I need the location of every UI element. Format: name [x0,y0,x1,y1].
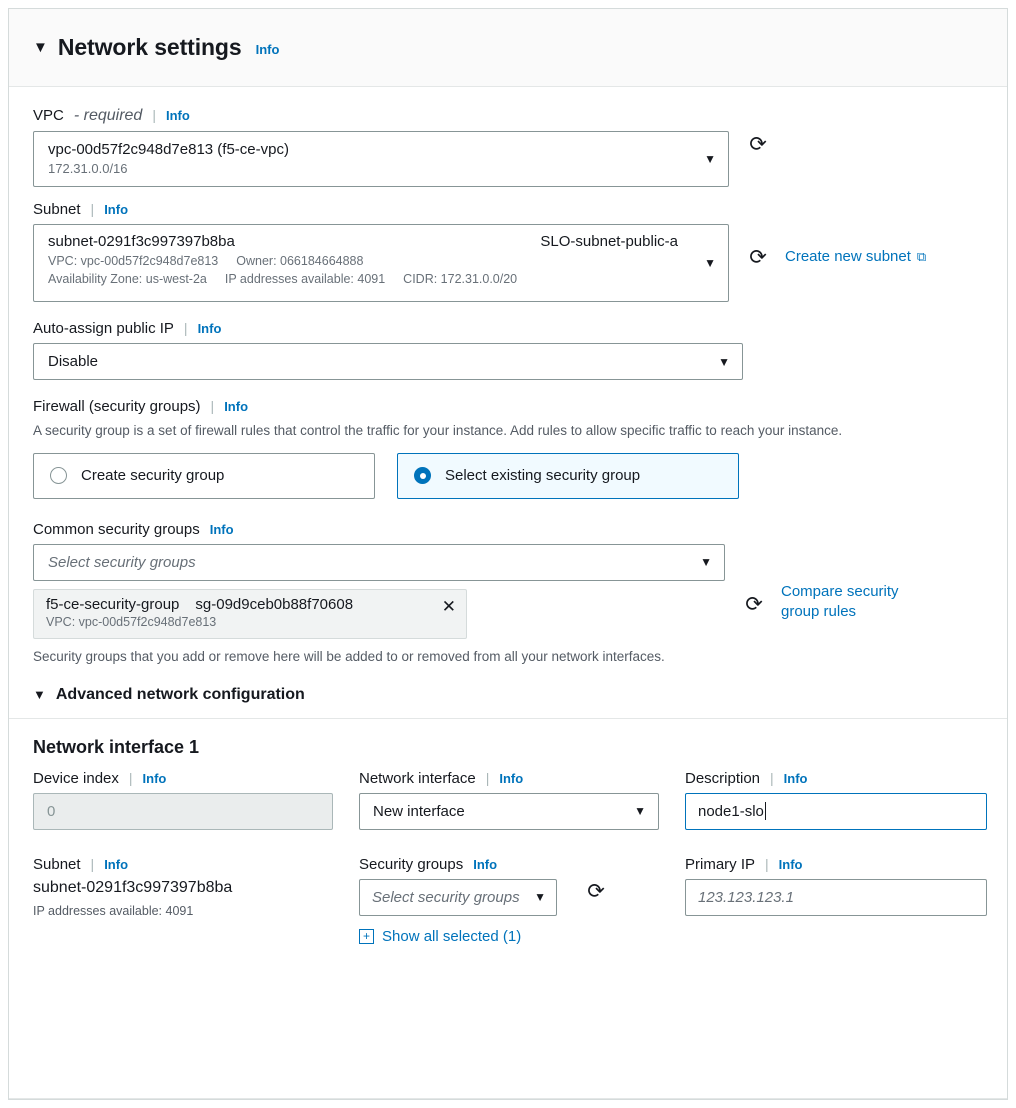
token-security-group-id: sg-09d9ceb0b88f70608 [195,595,354,613]
ni-security-groups-refresh-button[interactable] [581,879,611,905]
panel-header [9,9,1007,87]
network-settings-info-link[interactable]: Info [255,42,280,57]
firewall-options [33,453,983,499]
refresh-icon: ⟳ [749,245,767,269]
refresh-icon: ⟳ [745,593,763,617]
advanced-network-configuration-label: Advanced network configuration [55,685,305,703]
plus-icon: + [359,929,374,944]
subnet-ip-meta: IP addresses available: 4091 [224,272,386,286]
network-interface-grid-row-1 [33,770,983,830]
ni-security-groups-select[interactable] [359,879,557,916]
label-divider: | [770,769,774,786]
subnet-top-row [48,233,714,250]
chevron-down-icon: ▼ [700,555,712,570]
firewall-option-create-security-group[interactable] [33,453,375,499]
network-interface-grid-row-2 [33,856,983,945]
radio-selected-icon [414,467,431,484]
network-interface-label-row [359,770,685,787]
vpc-row [33,131,983,187]
auto-assign-label: Auto-assign public IP [33,320,174,337]
ni-subnet-value: subnet-0291f3c997397b8ba [33,878,233,896]
firewall-description: A security group is a set of firewall rules that control the traffic for your instance. Add rules to allow specific traffic to reach your instance. [33,423,843,438]
ni-subnet-cell [33,856,359,945]
firewall-option-existing-label: Select existing security group [445,467,641,485]
firewall-option-create-label: Create security group [81,467,225,485]
label-divider: | [183,320,188,336]
page-title: Network settings [57,34,242,60]
radio-icon [50,467,67,484]
label-divider: | [485,769,490,786]
description-label-row [685,770,987,787]
device-index-label: Device index [33,769,119,787]
token-security-group-name: f5-ce-security-group [46,595,180,613]
ni-security-groups-cell [359,856,685,945]
ni-security-groups-label-row [359,856,685,873]
chevron-down-icon: ▼ [634,804,646,819]
network-interface-label: Network interface [359,769,476,787]
network-interface-value: New interface [373,802,465,820]
subnet-meta-row-2 [48,272,714,286]
subnet-selected-value: subnet-0291f3c997397b8ba [48,233,235,250]
auto-assign-value: Disable [48,353,99,370]
ni-security-groups-placeholder: Select security groups [372,888,520,906]
label-divider: | [128,769,133,786]
vpc-label-row [33,107,983,125]
subnet-name: SLO-subnet-public-a [540,233,678,250]
subnet-vpc-meta: VPC: vpc-00d57f2c948d7e813 [48,254,219,268]
auto-assign-select[interactable] [33,343,743,380]
create-new-subnet-link[interactable] [785,248,926,265]
panel-bottom-rule [9,1098,1007,1099]
advanced-caret-icon: ▼ [33,687,46,703]
ni-security-groups-info-link[interactable]: Info [473,856,498,872]
firewall-info-link[interactable]: Info [224,399,249,414]
ni-subnet-info-link[interactable]: Info [104,856,129,872]
compare-security-group-rules-link[interactable]: Compare security group rules [781,582,899,620]
common-sg-label-row [33,521,983,538]
label-divider: | [765,855,769,872]
device-index-cell [33,770,359,830]
ni-security-groups-label: Security groups [359,855,464,873]
subnet-owner-meta: Owner: 066184664888 [236,254,364,268]
token-main-row [46,595,456,616]
chevron-down-icon: ▼ [704,256,716,270]
common-sg-info-link[interactable]: Info [209,521,234,537]
advanced-network-configuration-toggle[interactable] [33,686,983,704]
common-sg-placeholder: Select security groups [48,553,196,571]
firewall-label: Firewall (security groups) [33,398,201,415]
subnet-info-link[interactable]: Info [104,202,129,217]
vpc-selected-value: vpc-00d57f2c948d7e813 (f5-ce-vpc) [48,141,289,158]
chevron-down-icon: ▼ [718,354,730,369]
vpc-cidr: 172.31.0.0/16 [48,161,128,176]
common-sg-refresh-button[interactable] [739,592,769,618]
vpc-select[interactable] [33,131,729,187]
show-all-selected-label: Show all selected (1) [382,927,522,945]
subnet-refresh-button[interactable] [743,244,773,270]
subnet-label: Subnet [33,201,81,218]
firewall-option-select-existing-security-group[interactable] [397,453,739,499]
label-divider: | [90,855,95,872]
network-settings-panel [8,8,1008,1100]
primary-ip-label-row [685,856,987,873]
device-index-info-link[interactable]: Info [142,770,167,786]
label-divider: | [90,201,95,217]
common-sg-note: Security groups that you add or remove here will be added to or removed from all your network interfaces. [33,648,665,664]
network-interface-cell [359,770,685,830]
vpc-refresh-button[interactable] [743,131,773,157]
remove-token-close-icon[interactable]: ✕ [441,596,456,616]
panel-body [9,87,1007,945]
subnet-label-row [33,201,983,218]
chevron-down-icon: ▼ [534,890,546,905]
vpc-info-link[interactable]: Info [165,108,190,123]
refresh-icon: ⟳ [587,880,605,904]
device-index-label-row [33,770,359,787]
subnet-az-meta: Availability Zone: us-west-2a [48,272,207,286]
description-label: Description [685,769,761,787]
common-sg-column [33,544,725,639]
device-index-input: 0 [33,793,333,830]
primary-ip-label: Primary IP [685,855,756,873]
description-input[interactable] [685,793,987,830]
network-interface-info-link[interactable]: Info [499,770,524,786]
common-sg-selected-token [33,589,467,639]
section-divider [9,718,1007,719]
description-input-value: node1-slo [698,802,764,820]
description-info-link[interactable]: Info [783,770,808,786]
label-divider: | [210,398,215,414]
external-link-icon: ⧉ [916,248,927,264]
create-new-subnet-label: Create new subnet [785,248,911,265]
description-cell [685,770,987,830]
primary-ip-placeholder: 123.123.123.1 [698,888,794,906]
vpc-label: VPC [33,107,64,124]
common-sg-row [33,544,983,639]
network-interface-title: Network interface 1 [33,736,200,757]
label-divider: | [152,107,156,123]
show-all-selected-link[interactable] [359,928,521,945]
subnet-cidr-meta: CIDR: 172.31.0.0/20 [403,272,518,286]
firewall-label-row [33,398,983,415]
ni-security-groups-row [359,879,685,916]
auto-assign-info-link[interactable]: Info [197,321,222,336]
common-sg-select[interactable] [33,544,725,581]
auto-assign-label-row [33,320,983,337]
token-vpc: VPC: vpc-00d57f2c948d7e813 [46,614,217,629]
ni-subnet-note: IP addresses available: 4091 [33,903,194,918]
subnet-row [33,224,983,302]
chevron-down-icon: ▼ [704,152,716,166]
refresh-icon: ⟳ [749,132,767,156]
primary-ip-cell [685,856,987,945]
primary-ip-input[interactable] [685,879,987,916]
network-interface-select[interactable] [359,793,659,830]
primary-ip-info-link[interactable]: Info [778,856,803,872]
collapse-caret-icon[interactable]: ▼ [33,39,48,56]
ni-subnet-label: Subnet [33,855,81,873]
subnet-select[interactable] [33,224,729,302]
vpc-required-text: - required [73,107,143,124]
ni-subnet-label-row [33,856,359,873]
common-sg-label: Common security groups [33,520,200,538]
subnet-meta-row-1 [48,254,714,268]
